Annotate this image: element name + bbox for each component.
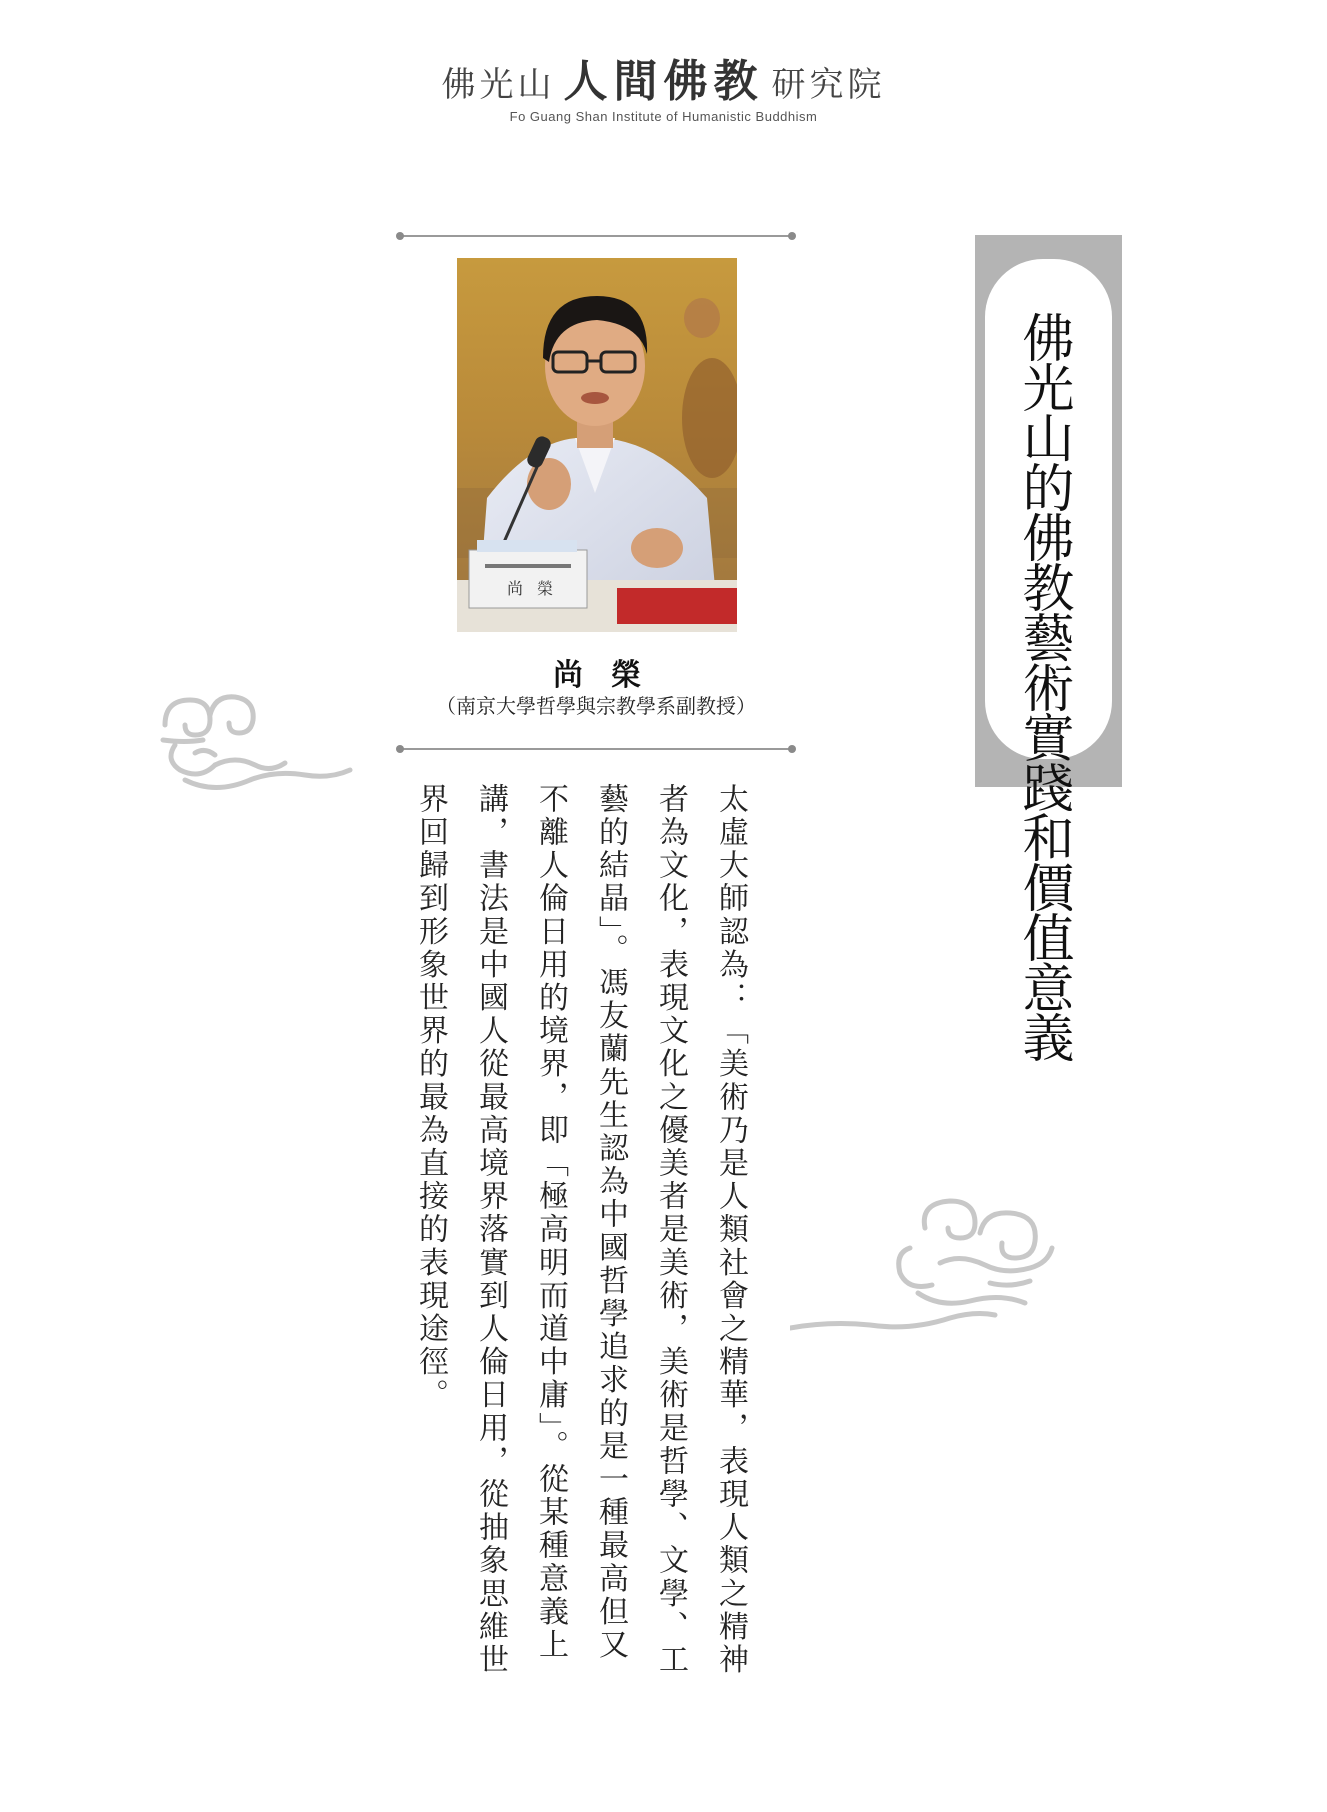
bottom-divider [400, 748, 792, 750]
article-title-frame [975, 235, 1122, 1070]
article-title-char: 山 [1022, 410, 1075, 470]
top-divider [400, 235, 792, 237]
article-title-char: 價 [1022, 860, 1075, 920]
institute-brand: 人間佛教 [563, 56, 764, 107]
article-title-char: 藝 [1022, 610, 1075, 670]
article-title-char: 意 [1022, 960, 1075, 1020]
cloud-ornament-right-icon [790, 1193, 1060, 1347]
institute-name [0, 56, 1327, 107]
article-title-char: 實 [1022, 710, 1075, 770]
article-title-char: 術 [1022, 660, 1075, 720]
institute-english-name: Fo Guang Shan Institute of Humanistic Buddhism [509, 109, 818, 124]
article-title-char: 佛 [1022, 310, 1075, 370]
article-title [985, 310, 1112, 1070]
article-title-panel [985, 259, 1112, 1070]
article-title-char: 踐 [1022, 760, 1075, 820]
institute-prefix: 佛光山 [441, 65, 556, 105]
page-header [0, 56, 1327, 124]
article-title-char: 義 [1022, 1010, 1075, 1070]
article-body: 太虛大師認為：「美術乃是人類社會之精華，表現人類之精神者為文化，表現文化之優美者是美術，美術是哲學、文學、工藝的結晶」。馮友蘭先生認為中國哲學追求的是一種最高但又不離人倫日用的境界，即「極高明而道中庸」。從某種意義上講，書法是中國人從最高境界落實到人倫日用，從抽象思維世界回歸到形象世界的最為直接的表現途徑。 [413, 783, 748, 1677]
article-title-char: 教 [1022, 560, 1075, 620]
svg-text:榮: 榮 [537, 579, 554, 598]
institute-suffix: 研究院 [771, 65, 886, 105]
author-affiliation: （南京大學哲學與宗教學系副教授） [436, 696, 756, 718]
article-title-char: 佛 [1022, 510, 1075, 570]
author-photo [457, 258, 737, 632]
author-name: 尚榮 [553, 659, 669, 692]
svg-text:尚: 尚 [507, 579, 524, 598]
article-title-char: 光 [1022, 360, 1075, 420]
article-title-char: 的 [1022, 460, 1075, 520]
cloud-ornament-left-icon [155, 685, 355, 799]
article-title-char: 和 [1022, 810, 1075, 870]
article-title-char: 值 [1022, 910, 1075, 970]
